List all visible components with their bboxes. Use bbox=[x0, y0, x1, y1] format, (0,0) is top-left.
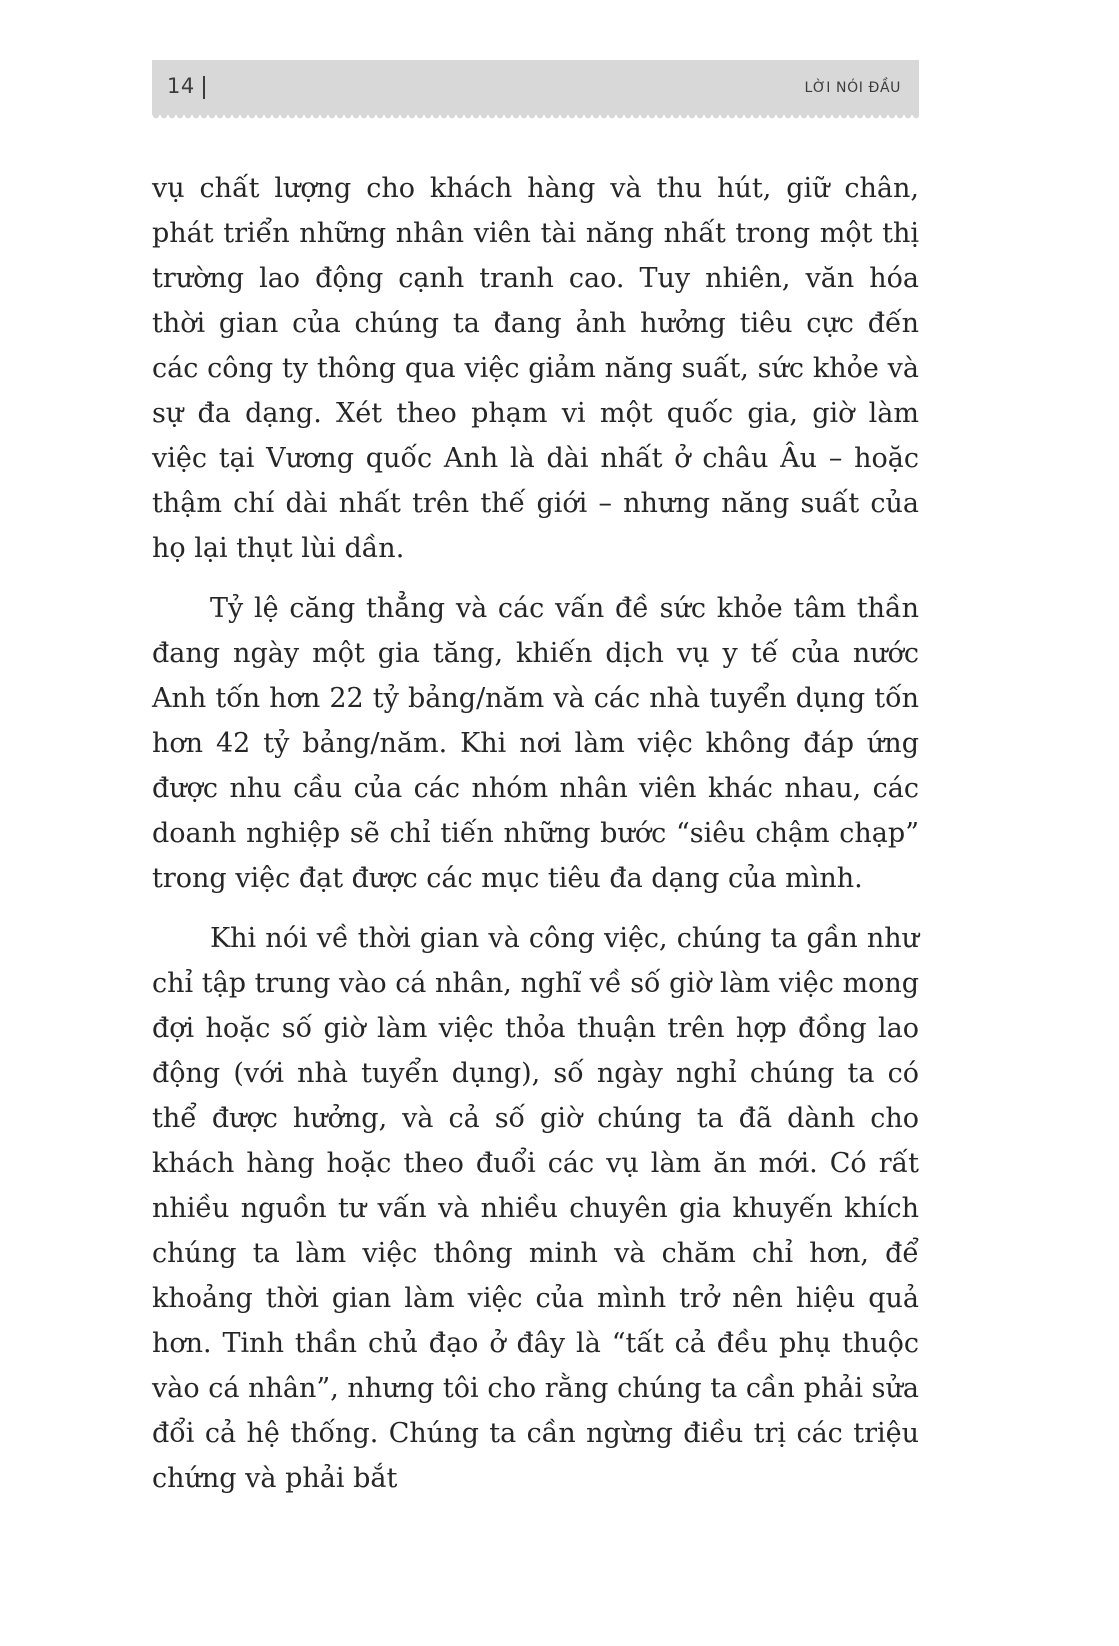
running-header bbox=[152, 60, 919, 115]
paragraph-continued: vụ chất lượng cho khách hàng và thu hút, giữ chân, phát triển những nhân viên tài năng nhất trong một thị trường lao động cạnh tranh cao. Tuy nhiên, văn hóa thời gian của chúng ta đang ảnh hưởng tiêu cực đến các công ty thông qua việc giảm năng suất, sức khỏe và sự đa dạng. Xét theo phạm vi một quốc gia, giờ làm việc tại Vương quốc Anh là dài nhất ở châu Âu – hoặc thậm chí dài nhất trên thế giới – nhưng năng suất của họ lại thụt lùi dần. bbox=[152, 173, 919, 564]
header-divider bbox=[203, 76, 205, 99]
paragraph: Tỷ lệ căng thẳng và các vấn đề sức khỏe tâm thần đang ngày một gia tăng, khiến dịch vụ y tế của nước Anh tốn hơn 22 tỷ bảng/năm và các nhà tuyển dụng tốn hơn 42 tỷ bảng/năm. Khi nơi làm việc không đáp ứng được nhu cầu của các nhóm nhân viên khác nhau, các doanh nghiệp sẽ chỉ tiến những bước “siêu chậm chạp” trong việc đạt được các mục tiêu đa dạng của mình. bbox=[152, 593, 919, 894]
paragraph: Khi nói về thời gian và công việc, chúng ta gần như chỉ tập trung vào cá nhân, nghĩ về số giờ làm việc mong đợi hoặc số giờ làm việc thỏa thuận trên hợp đồng lao động (với nhà tuyển dụng), số ngày nghỉ chúng ta có thể được hưởng, và cả số giờ chúng ta đã dành cho khách hàng hoặc theo đuổi các vụ làm ăn mới. Có rất nhiều nguồn tư vấn và nhiều chuyên gia khuyến khích chúng ta làm việc thông minh và chăm chỉ hơn, để khoảng thời gian làm việc của mình trở nên hiệu quả hơn. Tinh thần chủ đạo ở đây là “tất cả đều phụ thuộc vào cá nhân”, nhưng tôi cho rằng chúng ta cần phải sửa đổi cả hệ thống. Chúng ta cần ngừng điều trị các triệu chứng và phải bắt bbox=[152, 923, 919, 1494]
chapter-title: LỜI NÓI ĐẦU bbox=[804, 80, 901, 96]
page-number: 14 bbox=[167, 74, 195, 98]
page-body bbox=[152, 166, 919, 1516]
